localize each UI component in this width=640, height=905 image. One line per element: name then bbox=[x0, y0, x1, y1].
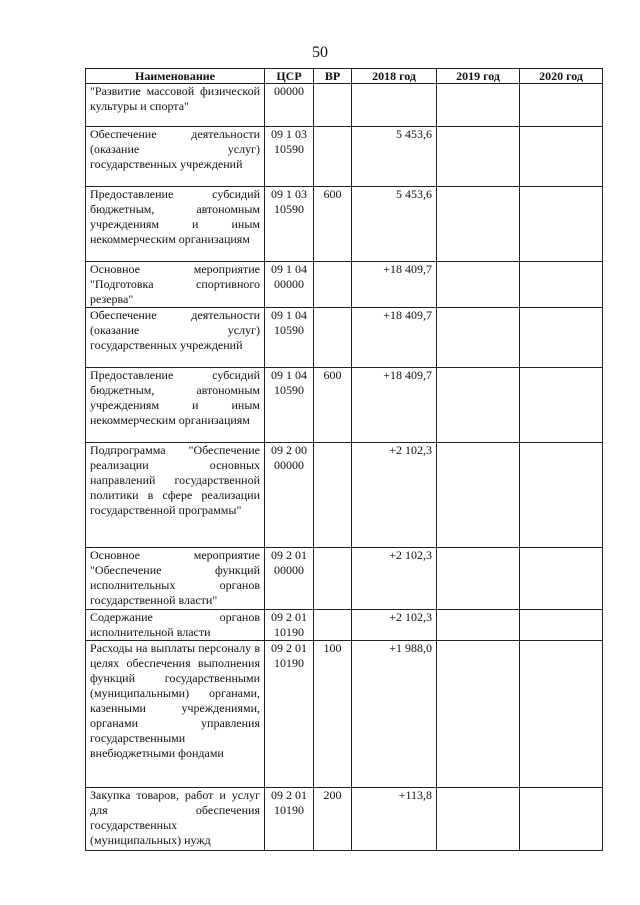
row-2019 bbox=[437, 443, 520, 548]
row-2018: +2 102,3 bbox=[352, 548, 437, 610]
row-2019 bbox=[437, 548, 520, 610]
row-2018: 5 453,6 bbox=[352, 187, 437, 262]
table-row bbox=[86, 308, 603, 368]
row-name: Основное мероприятие "Обеспечение функций исполнительных органов государственной власти" bbox=[86, 548, 265, 610]
row-2020 bbox=[520, 443, 603, 548]
row-vr bbox=[314, 262, 352, 308]
row-vr: 600 bbox=[314, 187, 352, 262]
row-name: Содержание органов исполнительной власти bbox=[86, 610, 265, 641]
row-csr-part2: 10190 bbox=[274, 656, 304, 670]
table-row bbox=[86, 788, 603, 851]
row-csr-part1: 09 2 01 bbox=[271, 788, 307, 802]
row-csr bbox=[265, 262, 314, 308]
header-2018: 2018 год bbox=[352, 69, 437, 84]
row-2018: +2 102,3 bbox=[352, 610, 437, 641]
row-csr bbox=[265, 641, 314, 788]
row-csr-part1: 09 2 01 bbox=[271, 548, 307, 562]
row-2018 bbox=[352, 84, 437, 127]
row-csr bbox=[265, 368, 314, 443]
table-row bbox=[86, 84, 603, 127]
row-csr-part2: 00000 bbox=[274, 563, 304, 577]
row-csr-part2: 10190 bbox=[274, 625, 304, 639]
row-name: Предоставление субсидий бюджетным, автономным учреждениям и иным некоммерческим организациям bbox=[86, 368, 265, 443]
table-row bbox=[86, 610, 603, 641]
page-number: 50 bbox=[312, 44, 328, 61]
row-2019 bbox=[437, 84, 520, 127]
table-header-row bbox=[86, 69, 603, 84]
row-csr-part2: 10590 bbox=[274, 142, 304, 156]
row-name: Предоставление субсидий бюджетным, автономным учреждениям и иным некоммерческим организациям bbox=[86, 187, 265, 262]
header-vr: ВР bbox=[314, 69, 352, 84]
row-vr: 100 bbox=[314, 641, 352, 788]
row-vr bbox=[314, 308, 352, 368]
header-csr: ЦСР bbox=[265, 69, 314, 84]
budget-table bbox=[85, 68, 603, 851]
row-2020 bbox=[520, 548, 603, 610]
row-csr bbox=[265, 443, 314, 548]
row-2020 bbox=[520, 368, 603, 443]
row-name: "Развитие массовой физической культуры и спорта" bbox=[86, 84, 265, 127]
row-2020 bbox=[520, 788, 603, 851]
table-row bbox=[86, 262, 603, 308]
row-name: Подпрограмма "Обеспечение реализации основных направлений государственной политики в сфере реализации государственной программы" bbox=[86, 443, 265, 548]
row-vr bbox=[314, 127, 352, 187]
row-csr-part2: 00000 bbox=[274, 277, 304, 291]
row-vr bbox=[314, 84, 352, 127]
row-csr bbox=[265, 548, 314, 610]
row-vr bbox=[314, 443, 352, 548]
table-row bbox=[86, 548, 603, 610]
row-2020 bbox=[520, 641, 603, 788]
row-name: Расходы на выплаты персоналу в целях обеспечения выполнения функций государственными (муниципальными) органами, казенными учреждениями, органами управления государственными внебюджетными фондами bbox=[86, 641, 265, 788]
row-csr-part2: 10590 bbox=[274, 323, 304, 337]
row-2019 bbox=[437, 368, 520, 443]
row-name: Обеспечение деятельности (оказание услуг) государственных учреждений bbox=[86, 308, 265, 368]
row-2018: +2 102,3 bbox=[352, 443, 437, 548]
row-name: Основное мероприятие "Подготовка спортивного резерва" bbox=[86, 262, 265, 308]
row-csr-part2: 00000 bbox=[274, 458, 304, 472]
header-2020: 2020 год bbox=[520, 69, 603, 84]
row-2020 bbox=[520, 308, 603, 368]
row-vr bbox=[314, 610, 352, 641]
table-row bbox=[86, 127, 603, 187]
row-name: Закупка товаров, работ и услуг для обеспечения государственных (муниципальных) нужд bbox=[86, 788, 265, 851]
row-2018: +1 988,0 bbox=[352, 641, 437, 788]
row-csr bbox=[265, 610, 314, 641]
row-2020 bbox=[520, 127, 603, 187]
row-csr bbox=[265, 308, 314, 368]
row-csr-part1: 09 1 03 bbox=[271, 127, 307, 141]
row-2018: 5 453,6 bbox=[352, 127, 437, 187]
row-csr bbox=[265, 788, 314, 851]
row-2019 bbox=[437, 262, 520, 308]
row-2019 bbox=[437, 788, 520, 851]
row-csr-part1: 09 1 04 bbox=[271, 368, 307, 382]
row-csr-part2: 10590 bbox=[274, 202, 304, 216]
header-2019: 2019 год bbox=[437, 69, 520, 84]
row-2019 bbox=[437, 308, 520, 368]
row-vr: 600 bbox=[314, 368, 352, 443]
row-name: Обеспечение деятельности (оказание услуг) государственных учреждений bbox=[86, 127, 265, 187]
row-csr-part2: 10190 bbox=[274, 803, 304, 817]
table-row bbox=[86, 641, 603, 788]
row-2020 bbox=[520, 610, 603, 641]
row-csr-part1: 09 2 01 bbox=[271, 610, 307, 624]
row-csr-part2: 00000 bbox=[274, 84, 304, 98]
row-2020 bbox=[520, 187, 603, 262]
header-name: Наименование bbox=[86, 69, 265, 84]
row-vr bbox=[314, 548, 352, 610]
row-vr: 200 bbox=[314, 788, 352, 851]
row-csr-part1: 09 2 00 bbox=[271, 443, 307, 457]
row-2018: +18 409,7 bbox=[352, 368, 437, 443]
row-2019 bbox=[437, 127, 520, 187]
row-2020 bbox=[520, 84, 603, 127]
row-csr bbox=[265, 127, 314, 187]
row-csr-part1: 09 1 04 bbox=[271, 308, 307, 322]
table-row bbox=[86, 368, 603, 443]
row-2019 bbox=[437, 187, 520, 262]
row-2018: +18 409,7 bbox=[352, 308, 437, 368]
row-csr bbox=[265, 84, 314, 127]
row-2018: +18 409,7 bbox=[352, 262, 437, 308]
row-csr-part1: 09 1 03 bbox=[271, 187, 307, 201]
row-csr bbox=[265, 187, 314, 262]
row-2020 bbox=[520, 262, 603, 308]
row-2019 bbox=[437, 641, 520, 788]
table-row bbox=[86, 187, 603, 262]
row-2019 bbox=[437, 610, 520, 641]
table-row bbox=[86, 443, 603, 548]
row-csr-part2: 10590 bbox=[274, 383, 304, 397]
row-2018: +113,8 bbox=[352, 788, 437, 851]
row-csr-part1: 09 2 01 bbox=[271, 641, 307, 655]
row-csr-part1: 09 1 04 bbox=[271, 262, 307, 276]
